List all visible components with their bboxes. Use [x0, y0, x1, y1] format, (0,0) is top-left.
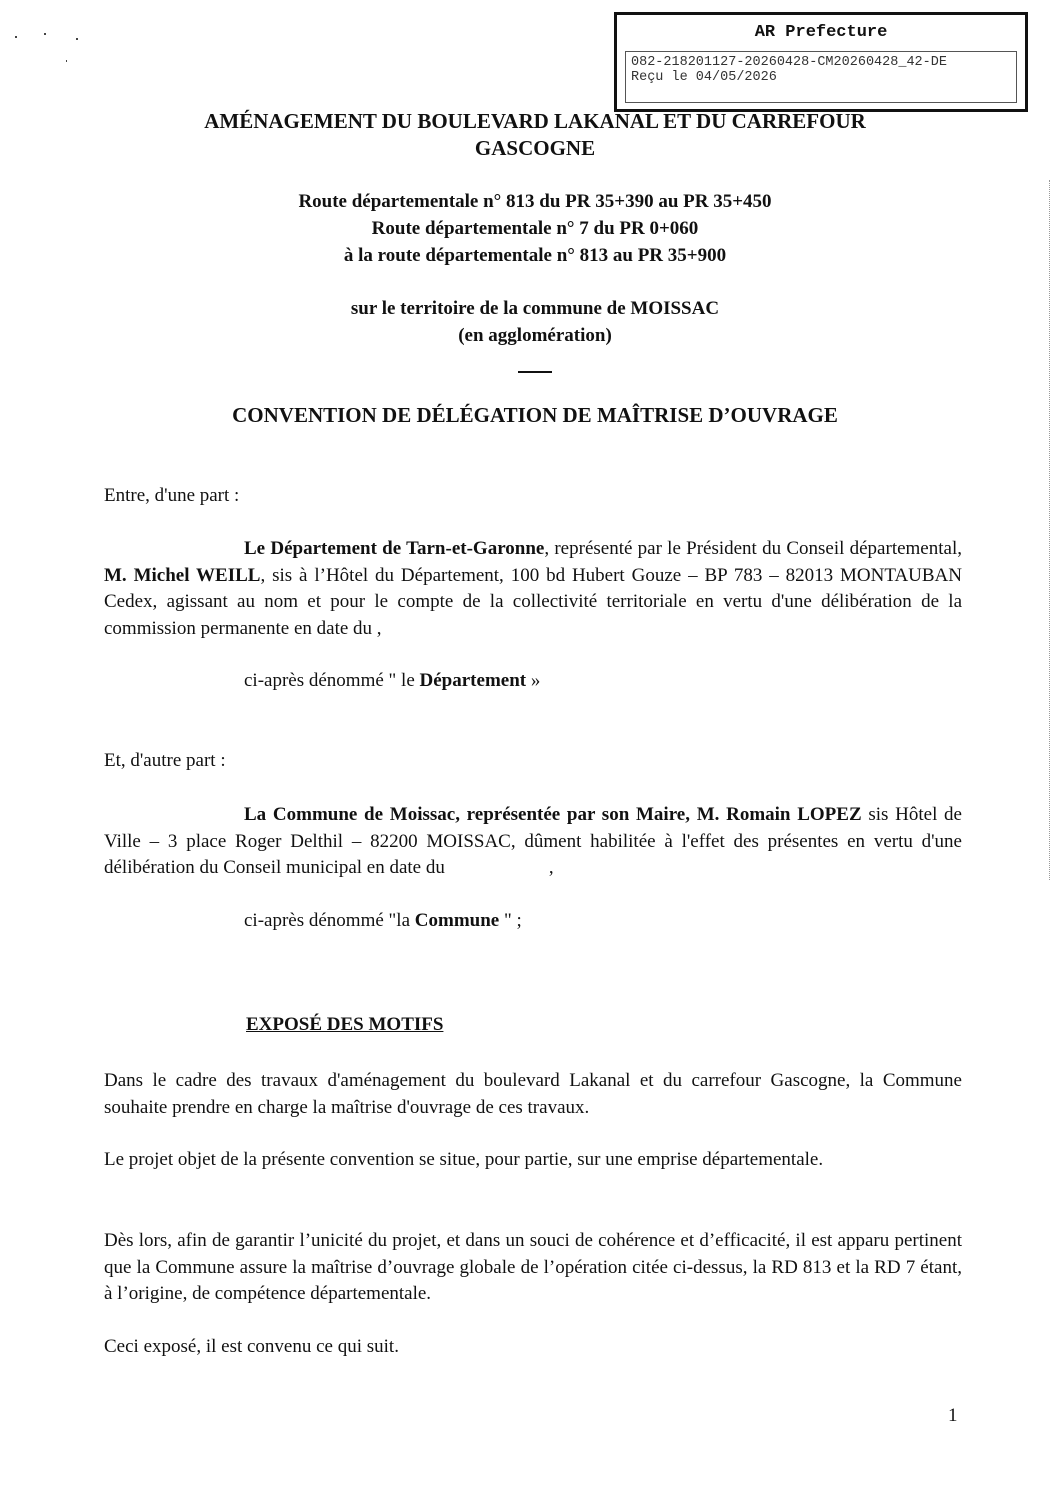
route-line-2: Route départementale n° 7 du PR 0+060 — [371, 218, 699, 239]
party1-intro: Entre, d'une part : — [104, 485, 240, 506]
route-line-3: à la route départementale n° 813 au PR 35+900 — [343, 245, 727, 266]
separator-dash — [518, 371, 552, 373]
scan-speck — [44, 33, 46, 35]
scan-speck — [15, 36, 17, 38]
party2-designation-name: Commune — [414, 910, 500, 931]
stamp-received-date: Reçu le 04/05/2026 — [631, 70, 777, 85]
motifs-paragraph-4: Ceci exposé, il est convenu ce qui suit. — [104, 1336, 399, 1357]
party2-name: La Commune de Moissac, représentée par son Maire, M. Romain LOPEZ — [244, 804, 862, 825]
motifs-paragraph-3: Dès lors, afin de garantir l’unicité du projet, et dans un souci de cohérence et d’efficacité, il est apparu pertinent que la Commune assure la maîtrise d’ouvrage globale de l’opération citée ci-dessus, la RD 813 et la RD 7 étant, à l’origine, de compétence départementale. — [104, 1230, 962, 1304]
scan-speck — [66, 60, 67, 62]
party1-designation-suffix: » — [526, 670, 541, 691]
party2-intro: Et, d'autre part : — [104, 750, 226, 771]
scan-edge-marks — [1049, 180, 1052, 880]
party2-date-blank: , — [548, 857, 554, 878]
territory-line-2: (en agglomération) — [458, 325, 612, 346]
party1-designation-prefix: ci-après dénommé " le — [244, 670, 420, 691]
party1-designation — [244, 668, 540, 694]
party2-designation-prefix: ci-après dénommé "la — [244, 910, 415, 931]
motifs-paragraph-1: Dans le cadre des travaux d'aménagement du boulevard Lakanal et du carrefour Gascogne, la Commune souhaite prendre en charge la maîtrise d'ouvrage de ces travaux. — [104, 1070, 962, 1118]
party1-designation-name: Département — [419, 670, 527, 691]
convention-title: CONVENTION DE DÉLÉGATION DE MAÎTRISE D’OUVRAGE — [232, 403, 838, 427]
party2-designation-suffix: " ; — [499, 910, 522, 931]
document-title-line1: AMÉNAGEMENT DU BOULEVARD LAKANAL ET DU CARREFOUR — [204, 109, 866, 133]
party1-name: Le Département de Tarn-et-Garonne — [244, 538, 545, 559]
party2-paragraph — [104, 802, 962, 882]
route-line-1: Route départementale n° 813 du PR 35+390 au PR 35+450 — [298, 191, 772, 212]
party1-text-a: , représenté par le Président du Conseil départemental, — [544, 538, 962, 559]
prefecture-stamp — [614, 12, 1028, 112]
party1-text-b: , sis à l’Hôtel du Département, 100 bd Hubert Gouze – BP 783 – 82013 MONTAUBAN Cedex, agissant au nom et pour le compte de la collectivité territoriale en vertu d'une délibération de la commission permanente en date du , — [104, 564, 962, 639]
party1-paragraph — [104, 536, 962, 642]
document-title-line2: GASCOGNE — [474, 136, 596, 160]
territory-line-1: sur le territoire de la commune de MOISSAC — [350, 298, 720, 319]
page-number: 1 — [948, 1405, 958, 1426]
scan-speck — [76, 38, 78, 40]
stamp-details — [625, 51, 1017, 103]
party2-text: sis Hôtel de Ville – 3 place Roger Delthil – 82200 MOISSAC, dûment habilitée à l'effet des présentes en vertu d'une délibération du Conseil municipal en date du — [104, 804, 962, 878]
stamp-id: 082-218201127-20260428-CM20260428_42-DE — [631, 55, 947, 70]
stamp-title: AR Prefecture — [754, 23, 888, 42]
motifs-paragraph-2: Le projet objet de la présente convention se situe, pour partie, sur une emprise départementale. — [104, 1149, 824, 1170]
motifs-heading: EXPOSÉ DES MOTIFS — [246, 1014, 444, 1035]
party2-designation — [244, 908, 522, 934]
party1-representative: M. Michel WEILL — [104, 564, 261, 586]
